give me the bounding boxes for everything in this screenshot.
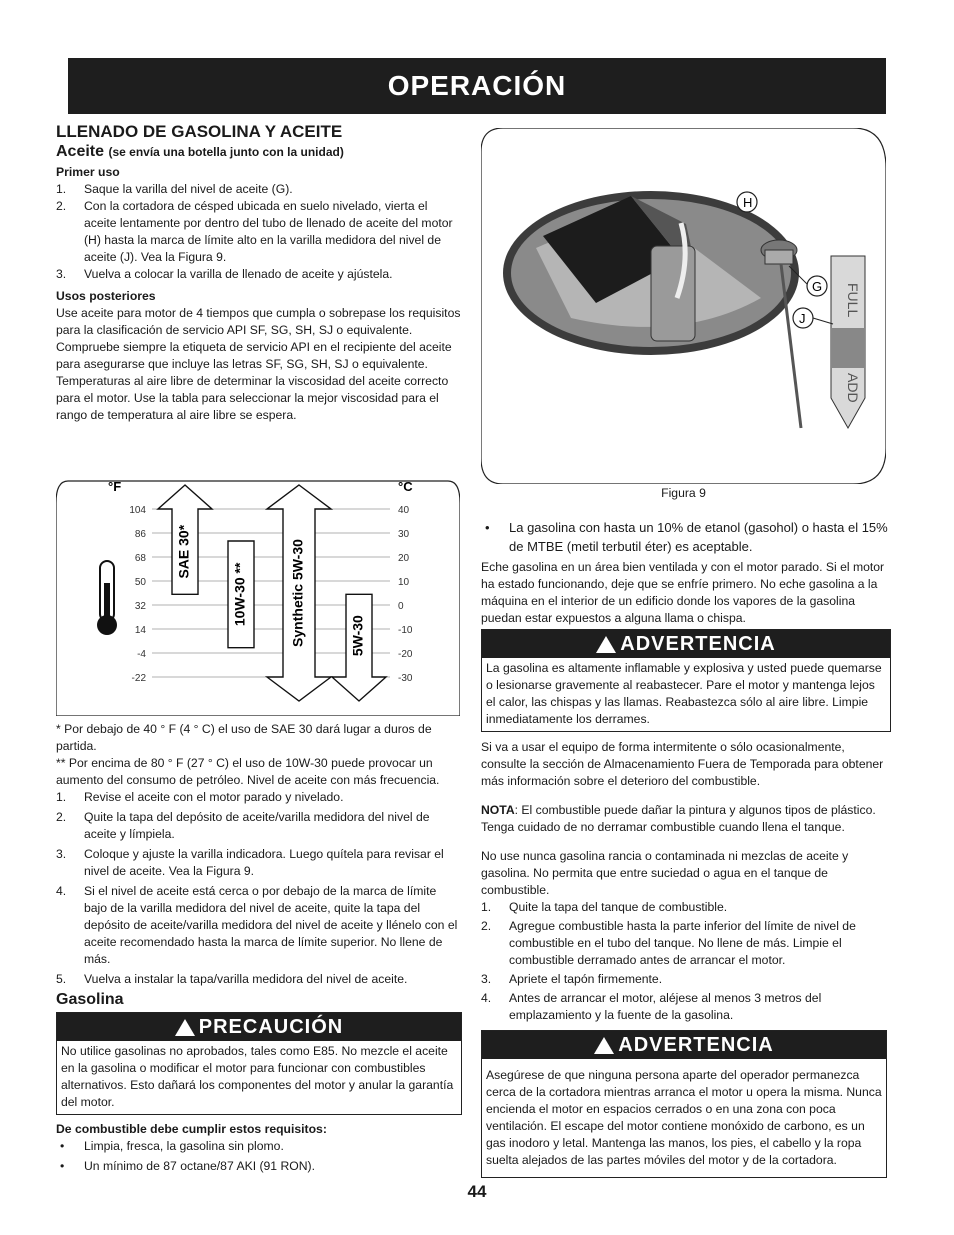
list-item: [481, 899, 891, 916]
bullet: •: [60, 1139, 65, 1153]
viscosity-band: [267, 485, 331, 701]
list-item: [56, 883, 462, 968]
note-text: : El combustible puede dañar la pintura y algunos tipos de plástico. Tenga cuidado de no derramar combustible cuando llena el tanque.: [481, 803, 876, 834]
list-item: [56, 789, 462, 806]
list-text: Vuelva a colocar la varilla de llenado de aceite y ajústela.: [84, 267, 393, 281]
tick-label-c: 10: [398, 577, 410, 588]
list-text: Saque la varilla del nivel de aceite (G).: [84, 182, 293, 196]
tick-label-f: 68: [134, 553, 146, 564]
oil-heading-text: Aceite: [56, 143, 105, 160]
fuel-requirements-list: [56, 1138, 462, 1175]
list-number: 3.: [56, 847, 67, 861]
list-text: Quite la tapa del depósito de aceite/varilla medidora del nivel de aceite y límpiela.: [84, 810, 430, 841]
list-number: 2.: [481, 919, 492, 933]
list-number: 3.: [56, 267, 67, 281]
tick-label-f: 86: [134, 529, 146, 540]
list-number: 1.: [56, 182, 67, 196]
thermometer-icon: [97, 561, 117, 635]
warning-triangle-icon: [594, 1037, 614, 1054]
list-text: Limpia, fresca, la gasolina sin plomo.: [84, 1139, 284, 1153]
bullet: •: [485, 520, 490, 535]
list-number: 5.: [56, 972, 67, 986]
dipstick-add-label: ADD: [845, 373, 861, 403]
list-number: 3.: [481, 972, 492, 986]
list-number: 2.: [56, 199, 67, 213]
list-item: [56, 846, 462, 880]
list-text: Vuelva a instalar la tapa/varilla medidora del nivel de aceite.: [84, 972, 408, 986]
gas-heading: Gasolina: [56, 991, 124, 1008]
warning-title: ADVERTENCIA: [620, 632, 776, 655]
tick-label-c: 40: [398, 505, 410, 516]
first-use-list: [56, 181, 462, 283]
warning-header: [482, 1031, 886, 1059]
stale-fuel-paragraph: No use nunca gasolina rancia o contaminada ni mezclas de aceite y gasolina. No permita que entre suciedad o agua en el tanque de combustible.: [481, 849, 849, 897]
caution-box: [56, 1012, 462, 1115]
page-title: OPERACIÓN: [387, 70, 567, 101]
list-number: 1.: [56, 790, 67, 804]
right-column: [481, 518, 891, 1178]
dipstick-full-label: FULL: [845, 283, 861, 318]
tick-label-f: -4: [137, 649, 146, 660]
viscosity-bands: [158, 485, 386, 701]
check-oil-list: [56, 789, 462, 988]
tick-label-f: -22: [131, 673, 146, 684]
footnote: * Por debajo de 40 ° F (4 ° C) el uso de SAE 30 dará lugar a duros de partida.: [56, 722, 432, 753]
oil-heading-note: (se envía una botella junto con la unidad): [108, 145, 344, 159]
list-item: [56, 198, 462, 266]
warning-header: [482, 630, 890, 658]
bullet: •: [60, 1159, 65, 1173]
list-text: Un mínimo de 87 octane/87 AKI (91 RON).: [84, 1159, 315, 1173]
list-text: Con la cortadora de césped ubicada en suelo nivelado, vierta el aceite lentamente por dentro del tubo de llenado de aceite del motor (H) hasta la marca de límite alto en la varilla medidora del nivel de aceite (J). Vea la Figura 9.: [84, 199, 453, 264]
warning-triangle-icon: [175, 1019, 195, 1036]
unit-fahrenheit: °F: [108, 479, 122, 494]
note-paragraph: [481, 802, 891, 836]
note-label: NOTA: [481, 803, 515, 817]
callout-j-label: J: [799, 311, 806, 326]
warning-text: La gasolina es altamente inflamable y explosiva y usted puede quemarse o lesionarse gravemente al reabastecer. Pare el motor y mantenga lejos el calor, las chispas y las llamas. Reabastezca sólo al aire libre. Limpie inmediatamente los derrames.: [486, 661, 882, 726]
list-item: [481, 971, 891, 988]
band-label: 10W-30 **: [231, 562, 248, 627]
list-item: [56, 809, 462, 843]
fill-fuel-list: [481, 899, 891, 1024]
list-text: La gasolina con hasta un 10% de etanol (gasohol) o hasta el 15% de MTBE (metil terbutil éter) es aceptable.: [509, 520, 888, 554]
list-text: Agregue combustible hasta la parte inferior del límite de nivel de combustible en el tubo del tanque. No llene de más. Limpie el combustible derramado antes de arrancar el motor.: [509, 919, 856, 967]
list-item: [56, 1158, 462, 1175]
later-use-paragraph: Compruebe siempre la etiqueta de servicio API en el recipiente del aceite para asegurarse que incluye las letras SF, SG, SH, SJ o equivalente. Temperaturas al aire libre de determinar la viscosidad del aceite correcto para el motor. Use la tabla para seleccionar la mejor viscosidad para el rango de temperatura al aire libre se espera.: [56, 340, 452, 422]
list-text: Revise el aceite con el motor parado y nivelado.: [84, 790, 344, 804]
left-column-bottom: [56, 721, 462, 1175]
tick-label-c: 0: [398, 601, 404, 612]
warning-triangle-icon: [596, 636, 616, 653]
figure-9-illustration: [481, 128, 886, 484]
page-number: 44: [467, 1182, 487, 1201]
list-item: [56, 181, 462, 198]
section-banner: [68, 58, 886, 114]
later-use-paragraph: Use aceite para motor de 4 tiempos que cumpla o sobrepase los requisitos para la clasificación de servicio API SF, SG, SH, SJ o equivalente.: [56, 306, 461, 337]
warning-box-fire: [481, 629, 891, 732]
tick-label-f: 14: [134, 625, 146, 636]
list-text: Antes de arrancar el motor, aléjese al menos 3 metros del emplazamiento y la fuente de la gasolina.: [509, 991, 822, 1022]
oil-pouring-illustration: [503, 191, 799, 355]
tick-label-c: -20: [398, 649, 413, 660]
later-use-title: Usos posteriores: [56, 289, 156, 303]
tick-label-f: 104: [129, 505, 146, 516]
list-item: [481, 518, 891, 556]
list-text: Coloque y ajuste la varilla indicadora. Luego quítela para revisar el nivel de aceite. Vea la Figura 9.: [84, 847, 444, 878]
list-item: [56, 266, 462, 283]
tick-label-c: 30: [398, 529, 410, 540]
caution-text: No utilice gasolinas no aprobados, tales como E85. No mezcle el aceite en la gasolina o modificar el motor para funcionar con combustibles alternativos. Esto dañará los componentes del motor y anular la garantía del motor.: [61, 1044, 454, 1109]
list-number: 4.: [481, 991, 492, 1005]
ethanol-list: [481, 518, 891, 556]
footnote: ** Por encima de 80 ° F (27 ° C) el uso de 10W-30 puede provocar un aumento del consumo de petróleo. Nivel de aceite con más frecuencia.: [56, 756, 440, 787]
list-number: 1.: [481, 900, 492, 914]
viscosity-band: [332, 594, 386, 701]
left-column-top: [56, 122, 462, 424]
list-number: 2.: [56, 810, 67, 824]
list-number: 4.: [56, 884, 67, 898]
tick-label-f: 50: [134, 577, 146, 588]
list-item: [481, 918, 891, 969]
list-text: Si el nivel de aceite está cerca o por debajo de la marca de límite bajo de la varilla medidora del nivel de aceite, quite la tapa del depósito de aceite/varilla medidora del nivel de aceite y llénelo con el aceite recomendado hasta la marca de límite superior. No llene de más.: [84, 884, 458, 966]
warning-title: ADVERTENCIA: [618, 1033, 774, 1056]
list-text: Apriete el tapón firmemente.: [509, 972, 663, 986]
first-use-title: Primer uso: [56, 165, 120, 179]
tick-label-c: -10: [398, 625, 413, 636]
band-label: 5W-30: [349, 615, 366, 657]
viscosity-band: [228, 541, 254, 648]
warning-text: Asegúrese de que ninguna persona aparte del operador permanezca cerca de la cortadora mientras arranca el motor u opera la misma. Nunca encienda el motor en espacios cerrados o en una zona con poca ventilación. El escape del motor contiene monóxido de carbono, es un gas inodoro y letal. Mantenga las manos, los pies, el cabello y la ropa suelta alejados de las partes móviles del motor y de la cortadora.: [486, 1068, 882, 1167]
band-label: SAE 30*: [175, 524, 192, 579]
callout-h-label: H: [743, 195, 753, 210]
oil-viscosity-chart: [56, 473, 460, 716]
tick-label-c: -30: [398, 673, 413, 684]
list-item: [56, 971, 462, 988]
section-title: LLENADO DE GASOLINA Y ACEITE: [56, 122, 343, 141]
caution-header: [57, 1013, 461, 1041]
fuel-requirements-title: De combustible debe cumplir estos requisitos:: [56, 1122, 327, 1136]
oil-heading: [56, 142, 462, 162]
list-item: [56, 1138, 462, 1155]
caution-title: PRECAUCIÓN: [198, 1015, 344, 1038]
tick-label-f: 32: [134, 601, 146, 612]
callout-g-label: G: [812, 279, 823, 294]
band-label: Synthetic 5W-30: [289, 539, 306, 647]
warning-box-carbon-monoxide: [481, 1030, 887, 1178]
viscosity-band: [158, 485, 212, 594]
intermittent-paragraph: Si va a usar el equipo de forma intermitente o sólo ocasionalmente, consulte la sección de Almacenamiento Fuera de Temporada para obtener más información sobre el deterioro del combustible.: [481, 740, 884, 788]
list-item: [481, 990, 891, 1024]
refuel-paragraph: Eche gasolina en un área bien ventilada y con el motor parado. Si el motor ha estado funcionando, deje que se enfríe primero. No eche gasolina a la máquina en el interior de un edificio donde los vapores de la gasolina puedan estar expuestos a alguna llama o chispa.: [481, 560, 885, 625]
figure-caption: Figura 9: [661, 486, 706, 500]
tick-label-c: 20: [398, 553, 410, 564]
list-text: Quite la tapa del tanque de combustible.: [509, 900, 728, 914]
unit-celsius: °C: [398, 479, 413, 494]
